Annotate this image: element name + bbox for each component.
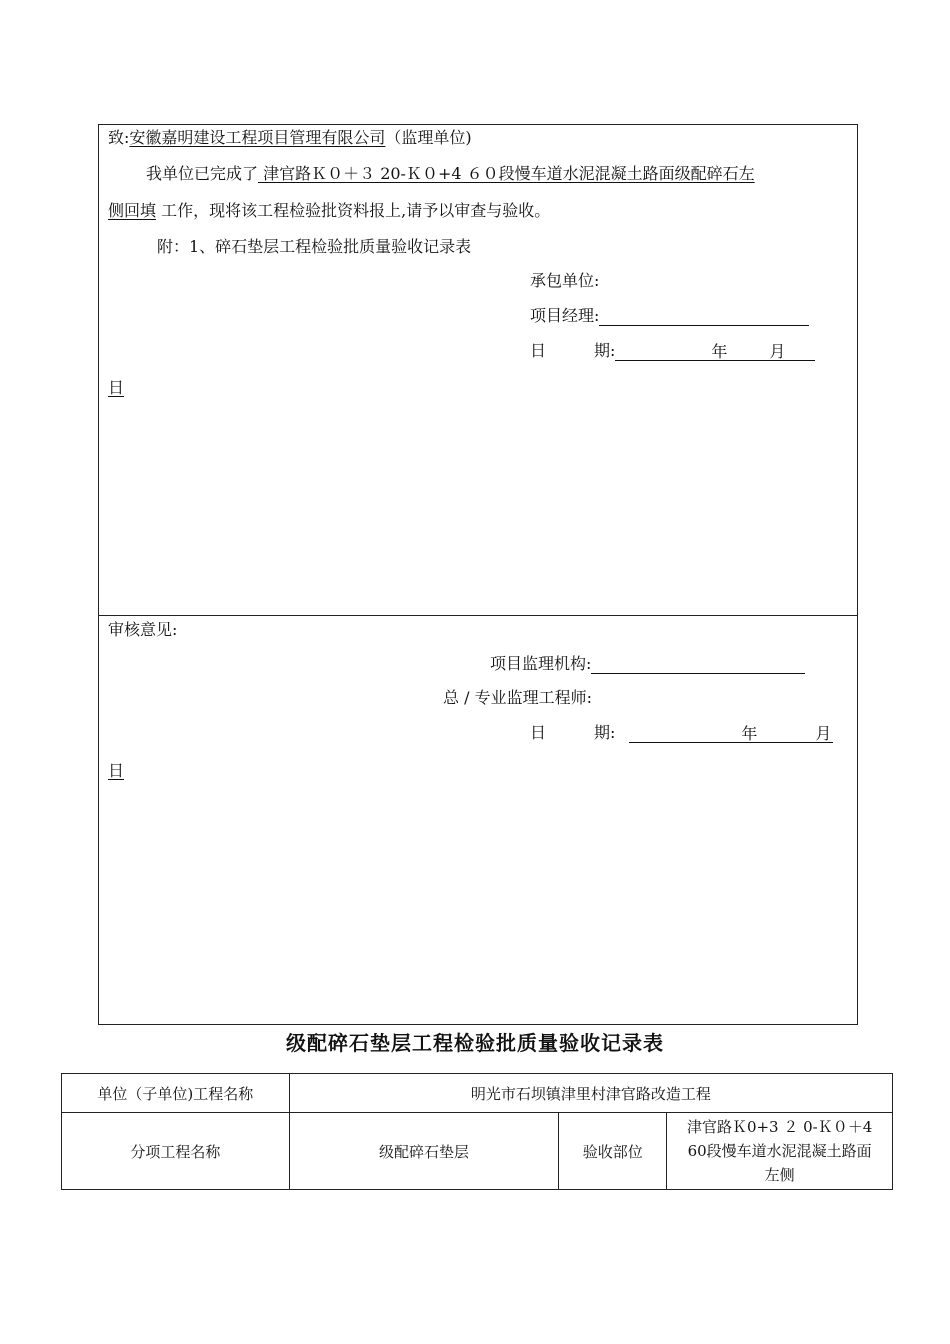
opinion-label: 审核意见: — [108, 620, 178, 639]
engineer-label: 总 / 专业监理工程师: — [443, 688, 592, 707]
manager-label: 项目经理: — [530, 306, 600, 325]
attachment-line: 附：1、碎石垫层工程检验批质量验收记录表 — [157, 237, 472, 256]
table-row — [62, 1074, 893, 1113]
review-date-line — [530, 723, 833, 743]
inspection-part-line-2: 60段慢车道水泥混凝土路面 — [687, 1142, 872, 1160]
inspection-part-line-1: 津官路Ｋ0+3 ２ 0-Ｋ０＋4 — [686, 1118, 873, 1136]
unit-name-label: 单位（子单位)工程名称 — [62, 1074, 290, 1113]
notice-date-line — [530, 341, 815, 361]
notice-month-label: 月 — [769, 342, 786, 361]
notice-day-label: 日 — [108, 378, 125, 397]
record-table — [61, 1073, 893, 1190]
addressee-suffix: （监理单位) — [385, 128, 472, 147]
addressee-prefix: 致: — [108, 128, 130, 147]
body-suffix: 工作，现将该工程检验批资料报上,请予以审查与验收。 — [161, 201, 551, 220]
addressee-line — [108, 128, 472, 148]
inspection-part-label: 验收部位 — [559, 1113, 667, 1190]
contractor-label: 承包单位: — [530, 271, 600, 290]
manager-line — [530, 306, 809, 326]
body-line-2 — [108, 201, 550, 221]
unit-name-value: 明光市石坝镇津里村津官路改造工程 — [289, 1074, 892, 1113]
body-line-1 — [146, 164, 755, 184]
table-row — [62, 1113, 893, 1190]
notice-section — [98, 124, 858, 616]
supervisor-company: 安徽嘉明建设工程项目管理有限公司 — [129, 128, 386, 147]
notice-date-field[interactable] — [615, 344, 815, 361]
review-month-label: 月 — [815, 724, 832, 743]
manager-signature-field[interactable] — [599, 309, 809, 326]
notice-year-label: 年 — [711, 342, 728, 361]
agency-label: 项目监理机构: — [490, 654, 592, 673]
item-name-label: 分项工程名称 — [62, 1113, 290, 1190]
work-description-2: 侧回填 — [108, 201, 157, 220]
notice-date-label: 日 期: — [530, 341, 616, 360]
record-title: 级配碎石垫层工程检验批质量验收记录表 — [286, 1031, 664, 1055]
agency-signature-field[interactable] — [591, 657, 805, 674]
work-description-1: 津官路Ｋ０＋３ 20-Ｋ０+4 ６０段慢车道水泥混凝土路面级配碎石左 — [258, 164, 755, 183]
agency-line — [490, 654, 805, 674]
body-prefix: 我单位已完成了 — [146, 164, 259, 183]
inspection-part-value — [667, 1113, 893, 1190]
review-date-field[interactable] — [629, 726, 833, 743]
inspection-part-line-3: 左侧 — [764, 1166, 795, 1184]
review-section — [98, 615, 858, 1025]
review-day-label: 日 — [108, 761, 125, 780]
review-year-label: 年 — [741, 724, 758, 743]
review-date-label: 日 期: — [530, 723, 616, 742]
item-name-value: 级配碎石垫层 — [289, 1113, 559, 1190]
